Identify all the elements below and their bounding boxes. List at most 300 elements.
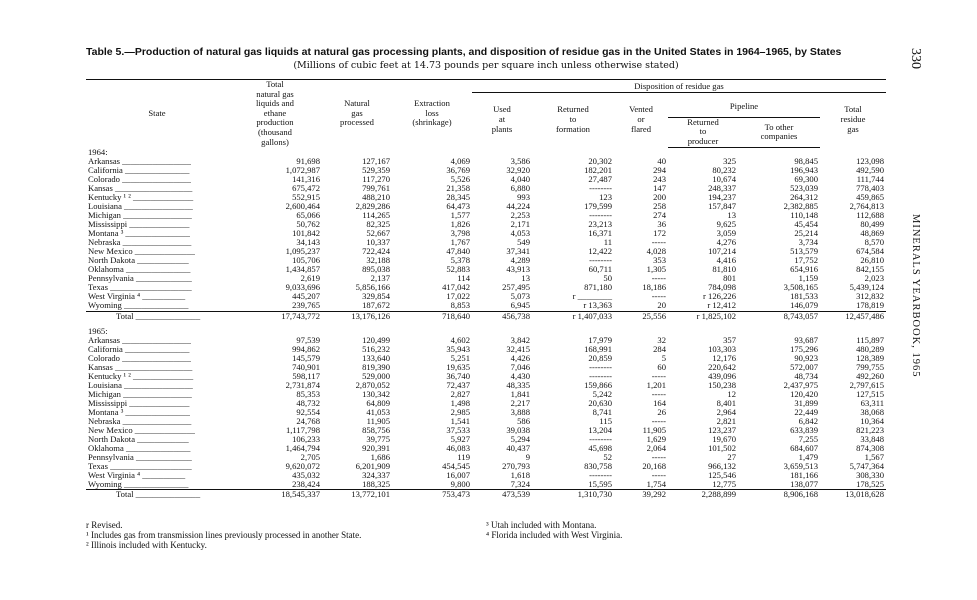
value-cell: 127,515 <box>856 388 884 399</box>
value-cell: 25,556 <box>614 311 668 321</box>
value-cell: 2,797,615 <box>849 379 884 390</box>
value-cell: 858,756 <box>362 425 390 436</box>
value-cell: 39,775 <box>366 434 390 445</box>
value-cell: 133,640 <box>362 352 390 363</box>
state-cell: Montana ³ _______________ <box>88 406 190 417</box>
value-cell: 45,698 <box>588 443 612 454</box>
table-row <box>86 435 886 444</box>
value-cell: 13,204 <box>588 425 612 436</box>
value-cell: 19,670 <box>712 434 736 445</box>
value-cell: 63,311 <box>860 397 884 408</box>
value-cell: 13 <box>521 273 530 284</box>
value-cell: 48,335 <box>506 379 530 390</box>
value-cell: 32,188 <box>366 255 390 266</box>
table-row <box>86 229 886 238</box>
value-cell: ----- <box>651 291 666 302</box>
value-cell: 312,832 <box>856 291 884 302</box>
table-row <box>86 166 886 175</box>
value-cell: 994,862 <box>292 343 320 354</box>
value-cell: 1,117,798 <box>285 425 320 436</box>
footnote-3: ³ Utah included with Montana. <box>486 520 597 530</box>
value-cell: 65,066 <box>296 209 320 220</box>
state-cell: Texas ___________________ <box>88 282 192 293</box>
value-cell: 819,390 <box>362 361 390 372</box>
value-cell: 2,023 <box>864 273 884 284</box>
value-cell: 46,083 <box>446 443 470 454</box>
value-cell: 871,180 <box>584 282 612 293</box>
value-cell: 34,143 <box>296 237 320 248</box>
value-cell: 4,069 <box>450 155 470 166</box>
value-cell: 150,238 <box>708 379 736 390</box>
value-cell: 200 <box>653 191 666 202</box>
value-cell: 821,223 <box>856 425 884 436</box>
state-cell: Nebraska ________________ <box>88 416 192 427</box>
value-cell: 52 <box>603 452 612 463</box>
value-cell: 17,752 <box>794 255 818 266</box>
value-cell: 1,072,987 <box>285 164 320 175</box>
value-cell: 459,865 <box>856 191 884 202</box>
value-cell: 188,325 <box>362 479 390 490</box>
value-cell: 35,943 <box>446 343 470 354</box>
value-cell: 270,793 <box>502 461 530 472</box>
value-cell: 159,866 <box>584 379 612 390</box>
value-cell: 357 <box>723 334 736 345</box>
value-cell: 69,300 <box>794 173 818 184</box>
value-cell: 115,897 <box>856 334 884 345</box>
state-cell: Mississippi ______________ <box>88 397 190 408</box>
value-cell: 107,214 <box>708 246 736 257</box>
table-subtitle: (Millions of cubic feet at 14.73 pounds per square inch unless otherwise stated) <box>293 60 679 71</box>
value-cell: 842,155 <box>856 264 884 275</box>
value-cell: 111,744 <box>856 173 884 184</box>
value-cell: 147 <box>653 182 666 193</box>
value-cell: 85,353 <box>296 388 320 399</box>
value-cell: 92,554 <box>296 406 320 417</box>
value-cell: 194,237 <box>708 191 736 202</box>
value-cell: 101,842 <box>292 228 320 239</box>
value-cell: 830,758 <box>584 461 612 472</box>
table-row <box>86 426 886 435</box>
state-cell: Nebraska ________________ <box>88 237 192 248</box>
value-cell: 1,434,857 <box>285 264 320 275</box>
value-cell: 966,132 <box>708 461 736 472</box>
table-row <box>86 211 886 220</box>
value-cell: 2,731,874 <box>285 379 320 390</box>
value-cell: 64,473 <box>446 200 470 211</box>
value-cell: 11,905 <box>642 425 666 436</box>
value-cell: 3,508,165 <box>783 282 818 293</box>
value-cell: 81,810 <box>712 264 736 275</box>
value-cell: 12,176 <box>712 352 736 363</box>
table-row <box>86 408 886 417</box>
value-cell: ----- <box>651 237 666 248</box>
value-cell: 2,253 <box>510 209 530 220</box>
value-cell: 123,098 <box>856 155 884 166</box>
value-cell: ----- <box>651 273 666 284</box>
value-cell: 12 <box>727 388 736 399</box>
value-cell: -------- <box>589 361 612 372</box>
value-cell: 9 <box>525 452 530 463</box>
value-cell: 38,068 <box>860 406 884 417</box>
value-cell: 1,498 <box>450 397 470 408</box>
value-cell: 1,618 <box>510 470 530 481</box>
header-extraction: Extraction loss (shrinkage) <box>412 98 452 128</box>
state-cell: Texas ___________________ <box>88 461 192 472</box>
value-cell: 513,579 <box>790 246 818 257</box>
value-cell: 40,437 <box>506 443 530 454</box>
value-cell: 114,265 <box>362 209 390 220</box>
state-cell: New Mexico ______________ <box>88 246 195 257</box>
value-cell: 2,288,899 <box>668 490 738 500</box>
value-cell: 106,233 <box>292 434 320 445</box>
table-row <box>86 274 886 283</box>
value-cell: -------- <box>589 370 612 381</box>
table-row <box>86 175 886 184</box>
state-cell: Arkansas ________________ <box>88 334 191 345</box>
value-cell: 684,607 <box>790 443 818 454</box>
table-row <box>86 390 886 399</box>
value-cell: 97,539 <box>296 334 320 345</box>
state-cell: New Mexico ______________ <box>88 425 195 436</box>
value-cell: 1,767 <box>450 237 470 248</box>
value-cell: 13,176,126 <box>322 311 392 321</box>
value-cell: 248,337 <box>708 182 736 193</box>
value-cell: 22,449 <box>794 406 818 417</box>
value-cell: 8,853 <box>450 300 470 311</box>
value-cell: 36,740 <box>446 370 470 381</box>
state-cell: Oklahoma _______________ <box>88 264 191 275</box>
value-cell: 1,754 <box>646 479 666 490</box>
value-cell: 52,667 <box>366 228 390 239</box>
value-cell: 2,619 <box>300 273 320 284</box>
value-cell: 7,324 <box>510 479 530 490</box>
value-cell: 110,148 <box>790 209 818 220</box>
value-cell: 20,859 <box>588 352 612 363</box>
value-cell: 32,415 <box>506 343 530 354</box>
value-cell: 243 <box>653 173 666 184</box>
value-cell: 178,819 <box>856 300 884 311</box>
value-cell: 80,232 <box>712 164 736 175</box>
value-cell: 127,167 <box>362 155 390 166</box>
value-cell: 25,214 <box>794 228 818 239</box>
value-cell: 119 <box>457 452 470 463</box>
value-cell: 181,166 <box>790 470 818 481</box>
value-cell: 120,420 <box>790 388 818 399</box>
header-returned-producer: Returned to producer <box>668 117 738 147</box>
value-cell: 48,734 <box>794 370 818 381</box>
value-cell: 12,457,486 <box>820 311 886 321</box>
footnote-revised: r Revised. <box>86 520 123 530</box>
state-cell: Kansas __________________ <box>88 182 193 193</box>
state-cell: Wyoming _______________ <box>88 300 189 311</box>
value-cell: 633,839 <box>790 425 818 436</box>
table-row <box>86 336 886 345</box>
table-row <box>86 417 886 426</box>
state-cell: Colorado ________________ <box>88 352 191 363</box>
page-number: 330 <box>908 48 923 69</box>
value-cell: 4,040 <box>510 173 530 184</box>
value-cell: 32,920 <box>506 164 530 175</box>
value-cell: 64,809 <box>366 397 390 408</box>
footnote-2: ² Illinois included with Kentucky. <box>86 540 207 550</box>
header-vented: Vented or flared <box>629 104 653 134</box>
value-cell: 130,342 <box>362 388 390 399</box>
value-cell: 187,672 <box>362 300 390 311</box>
total-row <box>86 311 886 321</box>
value-cell: 654,916 <box>790 264 818 275</box>
value-cell: 6,842 <box>798 416 818 427</box>
value-cell: 10,364 <box>860 416 884 427</box>
value-cell: 3,734 <box>798 237 818 248</box>
value-cell: 93,687 <box>794 334 818 345</box>
value-cell: 44,224 <box>506 200 530 211</box>
state-cell: Louisiana ________________ <box>88 200 193 211</box>
value-cell: 9,033,696 <box>285 282 320 293</box>
value-cell: 27 <box>727 452 736 463</box>
value-cell: 2,821 <box>716 416 736 427</box>
value-cell: 47,840 <box>446 246 470 257</box>
state-cell: Louisiana ________________ <box>88 379 193 390</box>
header-pipeline: Pipeline <box>668 92 820 117</box>
value-cell: 5,073 <box>510 291 530 302</box>
table-row <box>86 220 886 229</box>
value-cell: 325 <box>723 155 736 166</box>
value-cell: ----- <box>651 452 666 463</box>
data-table <box>86 79 886 499</box>
table-row <box>86 363 886 372</box>
table-body <box>86 147 886 499</box>
table-row <box>86 462 886 471</box>
value-cell: 488,210 <box>362 191 390 202</box>
value-cell: 5,294 <box>510 434 530 445</box>
value-cell: 1,305 <box>646 264 666 275</box>
value-cell: 72,437 <box>446 379 470 390</box>
value-cell: 2,870,052 <box>355 379 390 390</box>
value-cell: 175,296 <box>790 343 818 354</box>
value-cell: 2,827 <box>450 388 470 399</box>
table-row <box>86 381 886 390</box>
value-cell: 1,310,730 <box>532 490 614 500</box>
table-title: Table 5.—Production of natural gas liquids at natural gas processing plants, and disposition of residue gas in the United States in 1964–1965, by States <box>86 46 842 58</box>
value-cell: 8,401 <box>716 397 736 408</box>
value-cell: 1,464,794 <box>285 443 320 454</box>
value-cell: 329,854 <box>362 291 390 302</box>
table-row <box>86 301 886 311</box>
value-cell: 9,620,072 <box>285 461 320 472</box>
value-cell: 117,270 <box>362 173 390 184</box>
value-cell: 20,168 <box>642 461 666 472</box>
table-row <box>86 184 886 193</box>
value-cell: 1,159 <box>798 273 818 284</box>
value-cell: 128,389 <box>856 352 884 363</box>
table-row <box>86 256 886 265</box>
value-cell: 157,847 <box>708 200 736 211</box>
value-cell: r 1,825,102 <box>668 311 738 321</box>
header-other-companies: To other companies <box>738 117 820 147</box>
value-cell: 9,625 <box>716 219 736 230</box>
value-cell: 18,545,337 <box>228 490 322 500</box>
value-cell: 353 <box>653 255 666 266</box>
value-cell: 674,584 <box>856 246 884 257</box>
state-cell: North Dakota ____________ <box>88 434 189 445</box>
value-cell: 145,579 <box>292 352 320 363</box>
value-cell: 82,325 <box>366 219 390 230</box>
value-cell: 1,201 <box>646 379 666 390</box>
value-cell: 2,171 <box>510 219 530 230</box>
footnote-1: ¹ Includes gas from transmission lines previously processed in another State. <box>86 530 362 540</box>
value-cell: 23,213 <box>588 219 612 230</box>
value-cell: 13 <box>727 209 736 220</box>
value-cell: 2,137 <box>370 273 390 284</box>
value-cell: 41,053 <box>366 406 390 417</box>
value-cell: 238,424 <box>292 479 320 490</box>
value-cell: 16,007 <box>446 470 470 481</box>
value-cell: 8,743,057 <box>738 311 820 321</box>
table-row <box>86 354 886 363</box>
value-cell: 24,768 <box>296 416 320 427</box>
value-cell: 33,848 <box>860 434 884 445</box>
table-row <box>86 480 886 490</box>
value-cell: 492,590 <box>856 164 884 175</box>
value-cell: 718,640 <box>392 311 472 321</box>
year-heading-row <box>86 147 886 157</box>
value-cell: 2,985 <box>450 406 470 417</box>
value-cell: 26 <box>657 406 666 417</box>
value-cell: 523,039 <box>790 182 818 193</box>
value-cell: 445,207 <box>292 291 320 302</box>
value-cell: 1,541 <box>450 416 470 427</box>
value-cell: 28,345 <box>446 191 470 202</box>
table-row <box>86 283 886 292</box>
value-cell: 4,028 <box>646 246 666 257</box>
value-cell: 258 <box>653 200 666 211</box>
header-state: State <box>148 107 166 118</box>
table-row <box>86 157 886 166</box>
value-cell: 799,755 <box>856 361 884 372</box>
value-cell: 182,201 <box>584 164 612 175</box>
value-cell: 1,841 <box>510 388 530 399</box>
value-cell: 60 <box>657 361 666 372</box>
value-cell: 40 <box>657 155 666 166</box>
value-cell: 675,472 <box>292 182 320 193</box>
state-cell: Michigan ________________ <box>88 209 192 220</box>
value-cell: 36 <box>657 219 666 230</box>
table-row <box>86 247 886 256</box>
value-cell: 178,525 <box>856 479 884 490</box>
header-disposition: Disposition of residue gas <box>472 80 886 93</box>
header-returned-formation: Returned to formation <box>556 104 590 134</box>
value-cell: 17,022 <box>446 291 470 302</box>
value-cell: r 12,412 <box>707 300 736 311</box>
value-cell: 5,439,124 <box>849 282 884 293</box>
value-cell: 20,302 <box>588 155 612 166</box>
table-row <box>86 265 886 274</box>
footnotes-right <box>486 520 622 540</box>
value-cell: 1,577 <box>450 209 470 220</box>
value-cell: 120,499 <box>362 334 390 345</box>
value-cell: 8,906,168 <box>738 490 820 500</box>
value-cell: 220,642 <box>708 361 736 372</box>
value-cell: r 13,363 <box>583 300 612 311</box>
value-cell: ----- <box>651 416 666 427</box>
state-cell: Total _______________ <box>86 490 228 500</box>
value-cell: 37,341 <box>506 246 530 257</box>
state-cell: Arkansas ________________ <box>88 155 191 166</box>
value-cell: 50,762 <box>296 219 320 230</box>
value-cell: 125,546 <box>708 470 736 481</box>
value-cell: 480,289 <box>856 343 884 354</box>
value-cell: 516,232 <box>362 343 390 354</box>
value-cell: 4,430 <box>510 370 530 381</box>
value-cell: 164 <box>653 397 666 408</box>
value-cell: 19,635 <box>446 361 470 372</box>
value-cell: ----- <box>651 370 666 381</box>
value-cell: 20,630 <box>588 397 612 408</box>
value-cell: 2,064 <box>646 443 666 454</box>
value-cell: 103,303 <box>708 343 736 354</box>
value-cell: 7,255 <box>798 434 818 445</box>
value-cell: 31,899 <box>794 397 818 408</box>
value-cell: 123 <box>599 191 612 202</box>
value-cell: 43,913 <box>506 264 530 275</box>
value-cell: 5,242 <box>592 388 612 399</box>
value-cell: 5,526 <box>450 173 470 184</box>
value-cell: 60,711 <box>588 264 612 275</box>
value-cell: 895,038 <box>362 264 390 275</box>
value-cell: r 1,407,033 <box>532 311 614 321</box>
value-cell: 11 <box>603 237 612 248</box>
value-cell: 12,422 <box>588 246 612 257</box>
value-cell: 5,927 <box>450 434 470 445</box>
value-cell: 308,330 <box>856 470 884 481</box>
total-row <box>86 490 886 500</box>
value-cell: 5,378 <box>450 255 470 266</box>
value-cell: 586 <box>517 416 530 427</box>
value-cell: 2,437,975 <box>783 379 818 390</box>
value-cell: 801 <box>723 273 736 284</box>
value-cell: 179,599 <box>584 200 612 211</box>
value-cell: 473,539 <box>472 490 532 500</box>
value-cell: 3,059 <box>716 228 736 239</box>
table-row <box>86 345 886 354</box>
value-cell: 20 <box>657 300 666 311</box>
value-cell: 1,479 <box>798 452 818 463</box>
value-cell: 552,915 <box>292 191 320 202</box>
value-cell: 3,586 <box>510 155 530 166</box>
value-cell: 115 <box>599 416 612 427</box>
value-cell: 13,772,101 <box>322 490 392 500</box>
year-label: 1965: <box>88 325 108 336</box>
state-cell: North Dakota ____________ <box>88 255 189 266</box>
value-cell: 4,416 <box>716 255 736 266</box>
value-cell: 456,738 <box>472 311 532 321</box>
value-cell: 264,312 <box>790 191 818 202</box>
value-cell: 172 <box>653 228 666 239</box>
value-cell: 274 <box>653 209 666 220</box>
value-cell: 753,473 <box>392 490 472 500</box>
state-cell: West Virginia ⁴ __________ <box>88 291 186 302</box>
state-cell: Kentucky ¹ ² ______________ <box>88 191 194 202</box>
table-row <box>86 292 886 301</box>
value-cell: 7,046 <box>510 361 530 372</box>
value-cell: 18,186 <box>642 282 666 293</box>
value-cell: 27,487 <box>588 173 612 184</box>
header-used: Used at plants <box>491 104 513 134</box>
value-cell: 572,007 <box>790 361 818 372</box>
value-cell: 1,826 <box>450 219 470 230</box>
value-cell: 138,077 <box>790 479 818 490</box>
value-cell: 98,845 <box>794 155 818 166</box>
